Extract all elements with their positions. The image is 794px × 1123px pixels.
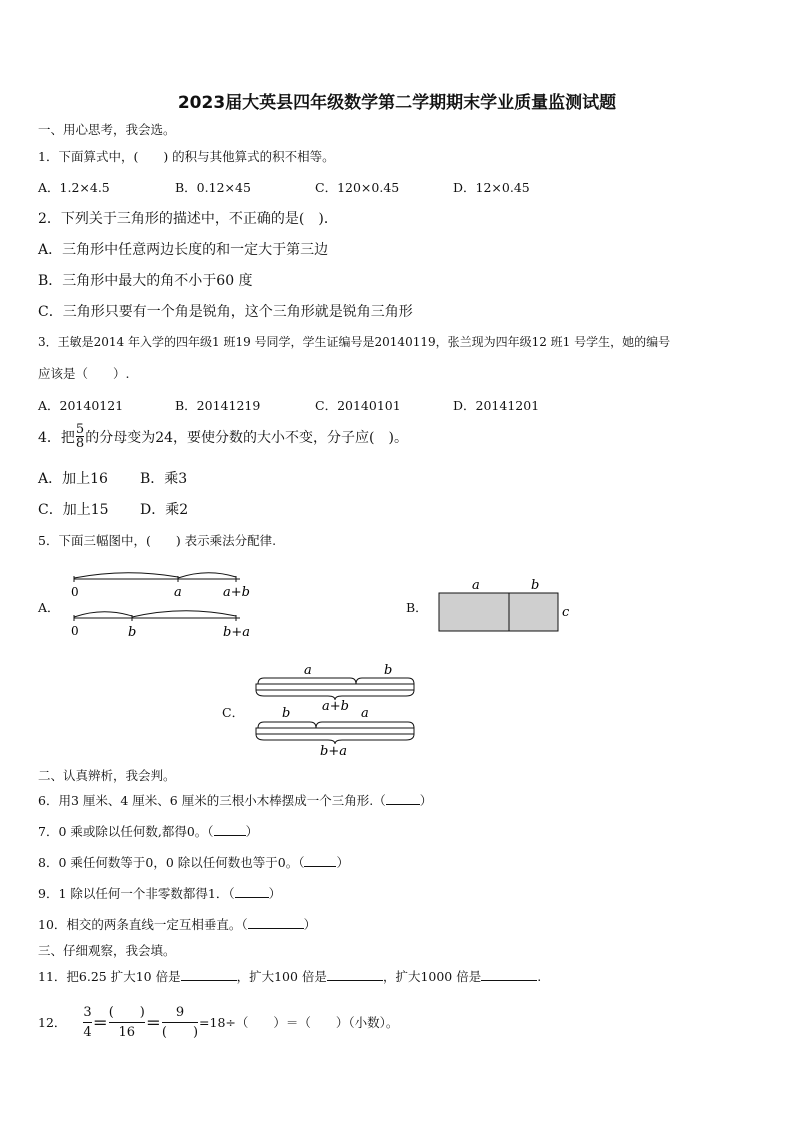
q11-blank-1[interactable] bbox=[181, 980, 237, 981]
section-heading-2: 二、认真辨析，我会判。 bbox=[38, 768, 176, 783]
q11-part2: ，扩大100 倍是 bbox=[236, 969, 327, 984]
label-b-bottom: b bbox=[128, 625, 137, 640]
label-c: c bbox=[562, 605, 570, 620]
fraction-bar bbox=[83, 1022, 91, 1023]
q12-rest: =18÷（ ）＝（ ）（小数）。 bbox=[199, 1015, 399, 1030]
label-zero-bottom: 0 bbox=[71, 624, 79, 638]
q11-part3: ，扩大1000 倍是 bbox=[382, 969, 482, 984]
label-b-lower: b bbox=[282, 706, 291, 721]
q9-close-paren: ） bbox=[268, 886, 282, 901]
label-b-upper: b bbox=[384, 663, 393, 678]
q4-fraction-numerator: 5 bbox=[75, 422, 85, 437]
q12-f3-numerator: 9 bbox=[175, 1004, 185, 1020]
q10-close-paren: ） bbox=[303, 917, 317, 932]
q12-number: 12． bbox=[38, 1015, 67, 1030]
q4-option-a: A．加上16 bbox=[38, 471, 108, 487]
section-heading-3: 三、仔细观察，我会填。 bbox=[38, 943, 176, 958]
question-7 bbox=[38, 822, 258, 840]
q8-text: 8．0 乘任何数等于0，0 除以任何数也等于0。（ bbox=[38, 855, 305, 870]
q3-option-b: B．20141219 bbox=[175, 398, 261, 413]
brace-a-lower bbox=[316, 722, 414, 728]
arc-b-top bbox=[178, 573, 236, 578]
brace-bpa bbox=[256, 734, 414, 744]
q2-option-a: A．三角形中任意两边长度的和一定大于第三边 bbox=[38, 242, 329, 258]
label-a-top: a bbox=[174, 585, 182, 600]
q12-fraction-2 bbox=[109, 1006, 145, 1039]
brace-b-lower bbox=[258, 722, 316, 728]
q5-label-c: C． bbox=[222, 705, 245, 720]
question-3-line1: 3．王敏是2014 年入学的四年级1 班19 号同学，学生证编号是20140119，张兰现为四年级12 班1 号学生，她的编号 bbox=[38, 335, 671, 349]
label-a: a bbox=[472, 578, 480, 593]
q7-text: 7．0 乘或除以任何数,都得0。（ bbox=[38, 824, 214, 839]
figure-b-rectangles bbox=[436, 576, 576, 636]
q12-f2-numerator-blank[interactable]: ( ) bbox=[108, 1004, 145, 1020]
q12-f2-denominator: 16 bbox=[118, 1024, 136, 1040]
question-11 bbox=[38, 967, 541, 985]
q12-equals-1: ＝ bbox=[92, 1013, 108, 1032]
section-heading-1: 一、用心思考，我会选。 bbox=[38, 122, 176, 137]
q12-f3-denominator-blank[interactable]: ( ) bbox=[161, 1024, 199, 1040]
question-5-stem: 5．下面三幅图中，( ) 表示乘法分配律. bbox=[38, 533, 277, 548]
q11-part1: 11．把6.25 扩大10 倍是 bbox=[38, 969, 181, 984]
q8-close-paren: ） bbox=[336, 855, 349, 870]
label-a-lower: a bbox=[361, 706, 369, 721]
question-1-stem: 1．下面算式中，( ) 的积与其他算式的积不相等。 bbox=[38, 149, 335, 164]
q12-f1-numerator: 3 bbox=[83, 1004, 92, 1020]
q5-label-a: A． bbox=[38, 600, 60, 615]
q12-fraction-3 bbox=[162, 1006, 198, 1039]
question-3-line2: 应该是（ ）. bbox=[38, 366, 130, 381]
strip-lower bbox=[256, 728, 414, 734]
q4-fraction-denominator: 8 bbox=[75, 436, 85, 451]
page-title: 2023届大英县四年级数学第二学期期末学业质量监测试题 bbox=[177, 93, 617, 113]
q12-f1-denominator: 4 bbox=[83, 1024, 92, 1040]
q4-option-d: D．乘2 bbox=[140, 502, 189, 518]
q7-answer-blank[interactable] bbox=[214, 835, 246, 836]
question-9 bbox=[38, 884, 281, 902]
q6-answer-blank[interactable] bbox=[386, 804, 420, 805]
q4-suffix: 的分母变为24，要使分数的大小不变，分子应( )。 bbox=[85, 429, 408, 446]
q1-option-c: C．120×0.45 bbox=[315, 180, 400, 195]
q11-blank-2[interactable] bbox=[327, 980, 383, 981]
figure-c-strips bbox=[252, 660, 422, 760]
q12-equals-2: ＝ bbox=[145, 1013, 161, 1032]
q7-close-paren: ） bbox=[245, 824, 259, 839]
q1-option-d: D．12×0.45 bbox=[453, 180, 530, 195]
arc-a-bottom bbox=[132, 611, 236, 617]
figure-a-number-lines bbox=[68, 566, 268, 642]
label-bpa: b+a bbox=[320, 744, 347, 759]
brace-b-upper bbox=[356, 678, 414, 684]
q1-option-b: B．0.12×45 bbox=[175, 180, 251, 195]
label-a-upper: a bbox=[304, 663, 312, 678]
q6-text: 6．用3 厘米、4 厘米、6 厘米的三根小木棒摆成一个三角形.（ bbox=[38, 793, 386, 808]
arc-a bbox=[74, 573, 178, 578]
question-2-stem: 2．下列关于三角形的描述中，不正确的是( )． bbox=[38, 211, 338, 227]
label-b: b bbox=[531, 578, 540, 593]
q3-option-d: D．20141201 bbox=[453, 398, 540, 413]
q11-part4: . bbox=[537, 969, 542, 984]
label-apb-top: a+b bbox=[223, 585, 250, 600]
q11-blank-3[interactable] bbox=[481, 980, 537, 981]
label-apb: a+b bbox=[322, 699, 349, 714]
q2-option-c: C．三角形只要有一个角是锐角，这个三角形就是锐角三角形 bbox=[38, 304, 413, 320]
q3-option-c: C．20140101 bbox=[315, 398, 401, 413]
q4-prefix: 4．把 bbox=[38, 429, 75, 446]
strip-upper bbox=[256, 684, 414, 690]
q4-fraction bbox=[76, 423, 84, 450]
q6-close-paren: ） bbox=[419, 793, 433, 808]
question-12 bbox=[38, 1000, 398, 1044]
brace-a-upper bbox=[258, 678, 356, 684]
q2-option-b: B．三角形中最大的角不小于60 度 bbox=[38, 273, 253, 289]
rectangle-a bbox=[439, 593, 509, 631]
q8-answer-blank[interactable] bbox=[304, 866, 336, 867]
q1-option-a: A．1.2×4.5 bbox=[38, 180, 110, 195]
rectangle-b bbox=[509, 593, 558, 631]
question-8 bbox=[38, 853, 349, 871]
fraction-bar bbox=[162, 1022, 198, 1023]
question-6 bbox=[38, 791, 432, 809]
arc-b bbox=[74, 612, 132, 617]
q4-option-c: C．加上15 bbox=[38, 502, 109, 518]
q4-option-b: B．乘3 bbox=[140, 471, 188, 487]
q5-label-b: B． bbox=[406, 600, 428, 615]
q9-answer-blank[interactable] bbox=[235, 897, 269, 898]
q10-text: 10．相交的两条直线一定互相垂直。（ bbox=[38, 917, 248, 932]
q3-option-a: A．20140121 bbox=[38, 398, 124, 413]
label-zero-top: 0 bbox=[71, 585, 79, 599]
question-10 bbox=[38, 915, 316, 933]
fraction-bar bbox=[109, 1022, 145, 1023]
q9-text: 9．1 除以任何一个非零数都得1．（ bbox=[38, 886, 235, 901]
question-4-stem bbox=[38, 423, 408, 450]
label-bpa-bottom: b+a bbox=[223, 625, 250, 640]
q10-answer-blank[interactable] bbox=[248, 928, 304, 929]
q12-fraction-1 bbox=[83, 1006, 91, 1039]
